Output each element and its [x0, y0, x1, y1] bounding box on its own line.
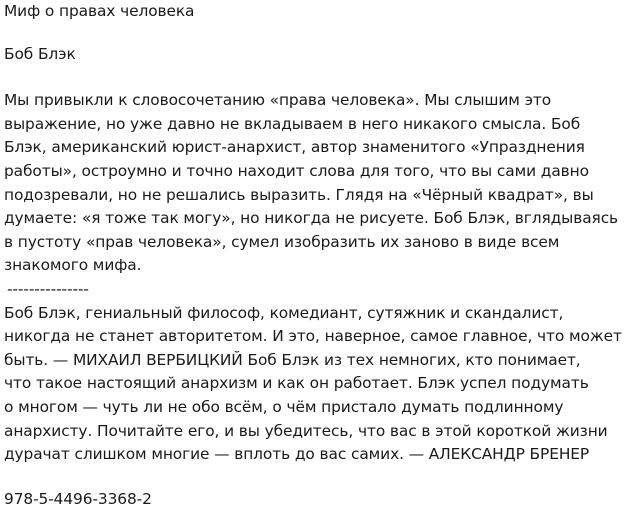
review-paragraph [4, 302, 626, 467]
review-line: о многом — чуть ли не обо всём, о чём пристало думать подлинному [4, 397, 564, 416]
review-line: никогда не станет авторитетом. И это, наверное, самое главное, что может [4, 327, 622, 346]
description-line: в пустоту «прав человека», сумел изобразить их заново в виде всем [4, 232, 560, 251]
review-line: дурачат слишком многие — вплоть до вас самих. — АЛЕКСАНДР БРЕНЕР [4, 445, 590, 464]
review-line: что такое настоящий анархизм и как он работает. Блэк успел подумать [4, 374, 589, 393]
description-line: Блэк, американский юрист-анархист, автор знаменитого «Упразднения [4, 138, 585, 157]
description-line: выражение, но уже давно не вкладываем в него никакого смысла. Боб [4, 114, 581, 133]
book-title: Миф о правах человека [4, 2, 195, 20]
description-line: работы», остроумно и точно находит слова для того, что вы сами давно [4, 161, 589, 180]
review-line: Боб Блэк, гениальный философ, комедиант, сутяжник и скандалист, [4, 303, 564, 322]
book-author: Боб Блэк [4, 44, 76, 63]
description-line: думаете: «я тоже так могу», но никогда не рисуете. Боб Блэк, вглядываясь [4, 209, 619, 228]
isbn-number: 978-5-4496-3368-2 [4, 489, 152, 508]
description-line: знакомого мифа. [4, 256, 142, 275]
review-line: анархисту. Почитайте его, и вы убедитесь, что вас в этой короткой жизни [4, 421, 608, 440]
review-line: быть. — МИХАИЛ ВЕРБИЦКИЙ Боб Блэк из тех немногих, кто понимает, [4, 350, 581, 369]
separator-line: --------------- [7, 279, 89, 298]
description-paragraph [4, 89, 626, 278]
document-page [4, 0, 626, 511]
description-line: подозревали, но не решались выразить. Глядя на «Чёрный квадрат», вы [4, 185, 594, 204]
description-line: Мы привыкли к словосочетанию «права человека». Мы слышим это [4, 91, 552, 110]
